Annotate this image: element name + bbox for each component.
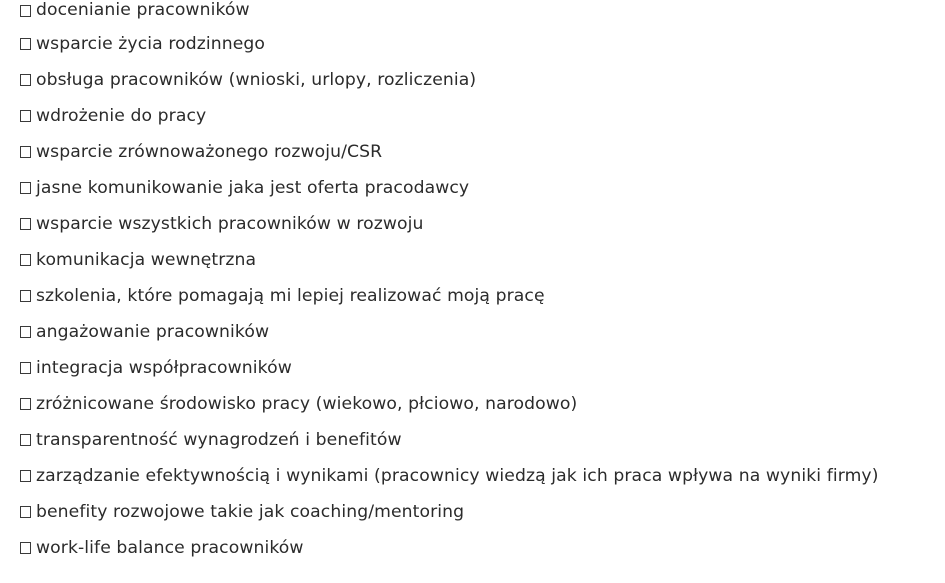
checkbox-icon[interactable] (20, 218, 31, 230)
checklist-item-wdrozenie[interactable] (20, 98, 879, 134)
checkbox-icon[interactable] (20, 326, 31, 338)
checklist-item-label: transparentność wynagrodzeń i benefitów (36, 430, 402, 450)
checklist-item-csr[interactable] (20, 134, 879, 170)
checklist-item-transparentnosc[interactable] (20, 422, 879, 458)
checklist-item-rozwoj-pracownikow[interactable] (20, 206, 879, 242)
checklist-item-label: work-life balance pracowników (36, 538, 304, 558)
checkbox-icon[interactable] (20, 254, 31, 266)
checklist-item-label: zarządzanie efektywnością i wynikami (pracownicy wiedzą jak ich praca wpływa na wyniki firmy) (36, 466, 879, 486)
checklist-item-label: angażowanie pracowników (36, 322, 270, 342)
checklist-item-label: komunikacja wewnętrzna (36, 250, 257, 270)
checklist-item-oferta-pracodawcy[interactable] (20, 170, 879, 206)
checkbox-icon[interactable] (20, 542, 31, 554)
checkbox-icon[interactable] (20, 74, 31, 86)
checkbox-icon[interactable] (20, 5, 31, 17)
checkbox-icon[interactable] (20, 470, 31, 482)
checklist-item-szkolenia[interactable] (20, 278, 879, 314)
checklist-item-label: wsparcie wszystkich pracowników w rozwoju (36, 214, 424, 234)
checkbox-icon[interactable] (20, 38, 31, 50)
checklist-item-wsparcie-zycia-rodzinnego[interactable] (20, 26, 879, 62)
checklist-item-label: wsparcie życia rodzinnego (36, 34, 266, 54)
checklist-item-work-life-balance[interactable] (20, 530, 879, 566)
checklist-item-label: szkolenia, które pomagają mi lepiej realizować moją pracę (36, 286, 545, 306)
checklist-item-label: obsługa pracowników (wnioski, urlopy, rozliczenia) (36, 70, 477, 90)
checklist-item-benefity-rozwojowe[interactable] (20, 494, 879, 530)
checklist (20, 0, 879, 566)
checkbox-icon[interactable] (20, 506, 31, 518)
checklist-item-label: benefity rozwojowe takie jak coaching/mentoring (36, 502, 465, 522)
checklist-item-label: wsparcie zrównoważonego rozwoju/CSR (36, 142, 383, 162)
checklist-item-zarzadzanie-efektywnoscia[interactable] (20, 458, 879, 494)
checklist-item-komunikacja-wewnetrzna[interactable] (20, 242, 879, 278)
checkbox-icon[interactable] (20, 398, 31, 410)
checkbox-icon[interactable] (20, 290, 31, 302)
checklist-item-docenianie[interactable] (20, 0, 879, 26)
checkbox-icon[interactable] (20, 182, 31, 194)
checklist-item-obsluga-pracownikow[interactable] (20, 62, 879, 98)
checklist-item-zroznicowane-srodowisko[interactable] (20, 386, 879, 422)
checklist-item-integracja[interactable] (20, 350, 879, 386)
checklist-item-label: jasne komunikowanie jaka jest oferta pracodawcy (36, 178, 470, 198)
checklist-item-label: zróżnicowane środowisko pracy (wiekowo, płciowo, narodowo) (36, 394, 578, 414)
checklist-item-label: docenianie pracowników (36, 0, 250, 20)
checkbox-icon[interactable] (20, 434, 31, 446)
checklist-item-label: wdrożenie do pracy (36, 106, 207, 126)
checkbox-icon[interactable] (20, 362, 31, 374)
checklist-item-label: integracja współpracowników (36, 358, 292, 378)
checklist-item-angazowanie[interactable] (20, 314, 879, 350)
checkbox-icon[interactable] (20, 110, 31, 122)
checkbox-icon[interactable] (20, 146, 31, 158)
